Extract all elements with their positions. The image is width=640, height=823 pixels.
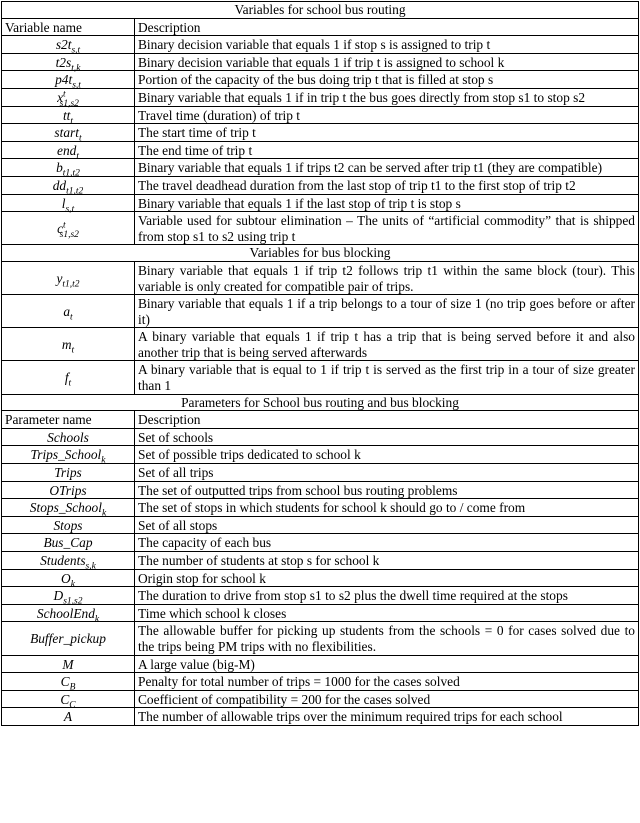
table-row [2, 361, 639, 394]
symbol-subscript: s1,s2 [59, 229, 79, 240]
symbol-base: c [57, 220, 64, 236]
symbol-cell [2, 124, 135, 142]
symbol-cell [2, 499, 135, 517]
symbol-subscript: t [70, 116, 74, 127]
symbol-cell [2, 212, 135, 245]
symbol-base: C [60, 674, 70, 690]
symbol-subscript: s,t [65, 204, 75, 215]
description-cell: Set of schools [135, 428, 639, 446]
params-section-title: Parameters for School bus routing and bus blocking [2, 394, 639, 411]
description-cell: The start time of trip t [135, 124, 639, 142]
symbol-subscript: k [94, 614, 100, 625]
symbol-cell [2, 690, 135, 711]
symbol-cell [2, 673, 135, 691]
symbol-cell [2, 516, 135, 534]
symbol-subscript: s,k [85, 561, 96, 572]
table-row [2, 516, 639, 534]
symbol-cell [2, 569, 135, 590]
description-cell: Coefficient of compatibility = 200 for the cases solved [135, 690, 639, 708]
description-cell: The allowable buffer for picking up students from the schools = 0 for cases solved due to the trips being PM trips with no flexibilities. [135, 622, 639, 655]
symbol-base: Schools [47, 429, 89, 445]
table-row [2, 141, 639, 159]
table-row [2, 604, 639, 622]
symbol-base: t2s [55, 54, 72, 70]
description-cell: A binary variable that is equal to 1 if trip t is served as the first trip in a tour of size greater than 1 [135, 361, 639, 394]
symbol-base: y [56, 270, 63, 286]
param-description-header: Description [135, 411, 639, 429]
symbol-cell [2, 88, 135, 109]
symbol-cell [2, 587, 135, 605]
symbol-base: Stops [53, 517, 83, 533]
symbol-base: C [60, 691, 70, 707]
routing-variables [2, 36, 639, 245]
table-row [2, 88, 639, 106]
symbol-cell [2, 71, 135, 92]
description-cell: Set of all trips [135, 464, 639, 482]
header-row [2, 411, 639, 429]
description-cell: A binary variable that equals 1 if trip t has a trip that is being served before it and also another trip that is being served afterwards [135, 328, 639, 361]
symbol-base: end [57, 142, 77, 158]
table-row [2, 499, 639, 517]
table-row [2, 36, 639, 54]
symbol-base: D [53, 588, 64, 604]
symbol-base: SchoolEnd [36, 605, 95, 621]
description-cell: Binary variable that equals 1 if trips t2 can be served after trip t1 (they are compatible) [135, 159, 639, 177]
description-cell: The number of allowable trips over the minimum required trips for each school [135, 708, 639, 726]
symbol-cell [2, 604, 135, 625]
symbol-base: M [62, 656, 74, 672]
symbol-base: Stops_School [29, 500, 102, 516]
description-cell: Travel time (duration) of trip t [135, 106, 639, 124]
table-row [2, 552, 639, 570]
symbol-superscript: t [63, 89, 66, 100]
description-cell: Binary variable that equals 1 if in trip t the bus goes directly from stop s1 to stop s2 [135, 88, 639, 106]
symbol-subscript: s,t [71, 45, 81, 56]
symbol-base: OTrips [49, 482, 87, 498]
table-row [2, 71, 639, 89]
symbol-subscript: t [70, 312, 73, 323]
symbol-base: Trips [54, 465, 82, 481]
table-row [2, 446, 639, 464]
symbol-base: A [63, 709, 73, 725]
symbol-base: Trips_School [30, 447, 102, 463]
symbol-cell [2, 428, 135, 446]
table-row [2, 622, 639, 655]
symbol-subscript: t [76, 151, 79, 162]
table-row [2, 194, 639, 212]
symbol-cell [2, 176, 135, 197]
symbol-base: s2t [55, 37, 72, 53]
symbol-base: m [61, 337, 72, 353]
symbol-subscript: k [101, 508, 107, 519]
symbol-cell [2, 159, 135, 180]
symbol-cell [2, 295, 135, 328]
parameters [2, 428, 639, 725]
symbol-cell [2, 36, 135, 54]
symbol-cell [2, 141, 135, 162]
table-row [2, 655, 639, 673]
symbol-subscript: t [71, 345, 75, 356]
symbol-subscript: t1,t2 [62, 169, 80, 180]
description-cell: A large value (big-M) [135, 655, 639, 673]
parameter-name-header: Parameter name [2, 411, 135, 429]
symbol-base: a [63, 303, 71, 319]
symbol-subscript: B [69, 682, 76, 693]
description-cell: Portion of the capacity of the bus doing trip t that is filled at stop s [135, 71, 639, 89]
symbol-base: b [56, 160, 63, 176]
table-row [2, 53, 639, 71]
description-cell: The end time of trip t [135, 141, 639, 159]
symbol-base: start [54, 125, 79, 141]
table-row [2, 328, 639, 361]
table-row [2, 534, 639, 552]
symbol-subscript: s1,s2 [63, 596, 83, 607]
symbol-base: dd [52, 177, 67, 193]
description-cell: The capacity of each bus [135, 534, 639, 552]
section-row [2, 394, 639, 411]
symbol-cell [2, 194, 135, 215]
symbol-cell [2, 708, 135, 726]
table-row [2, 569, 639, 587]
symbol-base: tt [62, 107, 71, 123]
description-cell: Binary decision variable that equals 1 if trip t is assigned to school k [135, 53, 639, 71]
symbol-base: Bus_Cap [43, 535, 93, 551]
table-row [2, 212, 639, 245]
table-row [2, 106, 639, 124]
symbol-base: p4t [55, 72, 73, 88]
symbol-base: f [64, 370, 69, 386]
table-row [2, 708, 639, 726]
section-row [2, 2, 639, 19]
description-cell: Variable used for subtour elimination – The units of “artificial commodity” that is shipped from stop s1 to s2 using trip t [135, 212, 639, 245]
symbol-base: Students [40, 553, 86, 568]
variables-table [1, 1, 639, 726]
header-row [2, 18, 639, 36]
description-cell: Binary decision variable that equals 1 if stop s is assigned to trip t [135, 36, 639, 54]
symbol-subscript: C [69, 700, 76, 711]
description-cell: The set of outputted trips from school bus routing problems [135, 481, 639, 499]
description-cell: The duration to drive from stop s1 to s2 plus the dwell time required at the stops [135, 587, 639, 605]
description-cell: The set of stops in which students for school k should go to / come from [135, 499, 639, 517]
symbol-subscript: k [70, 579, 75, 590]
symbol-subscript: s,t [72, 81, 81, 92]
table-row [2, 159, 639, 177]
blocking-variables [2, 261, 639, 394]
symbol-base: Buffer_pickup [30, 631, 106, 647]
table-row [2, 587, 639, 605]
symbol-subscript: t [78, 133, 82, 144]
symbol-subscript: t1,t2 [66, 186, 84, 197]
symbol-base: l [61, 195, 66, 211]
symbol-base: O [61, 570, 71, 586]
routing-section-title: Variables for school bus routing [2, 2, 639, 19]
symbol-cell [2, 464, 135, 482]
variable-name-header: Variable name [2, 18, 135, 36]
description-cell: Set of possible trips dedicated to school k [135, 446, 639, 464]
description-cell: Time which school k closes [135, 604, 639, 622]
symbol-cell [2, 552, 135, 570]
table-row [2, 176, 639, 194]
description-cell: Penalty for total number of trips = 1000 for the cases solved [135, 673, 639, 691]
table-row [2, 261, 639, 294]
symbol-cell [2, 446, 135, 467]
symbol-cell [2, 361, 135, 394]
description-cell: Binary variable that equals 1 if a trip belongs to a tour of size 1 (no trip goes before or after it) [135, 295, 639, 328]
symbol-cell [2, 481, 135, 499]
table-row [2, 690, 639, 708]
table-row [2, 428, 639, 446]
symbol-base: x [57, 89, 64, 105]
section-row [2, 245, 639, 262]
table-row [2, 295, 639, 328]
symbol-cell [2, 622, 135, 655]
description-cell: Binary variable that equals 1 if trip t2 follows trip t1 within the same block (tour). This variable is only created for compatible pair of trips. [135, 261, 639, 294]
symbol-cell [2, 106, 135, 127]
description-cell: Set of all stops [135, 516, 639, 534]
description-cell: The number of students at stop s for school k [135, 552, 639, 570]
table-row [2, 124, 639, 142]
blocking-section-title: Variables for bus blocking [2, 245, 639, 262]
symbol-subscript: k [101, 456, 106, 467]
description-header: Description [135, 18, 639, 36]
symbol-cell [2, 261, 135, 294]
description-cell: Binary variable that equals 1 if the last stop of trip t is stop s [135, 194, 639, 212]
symbol-subscript: s1,s2 [59, 98, 79, 109]
table-row [2, 673, 639, 691]
symbol-superscript: t [63, 220, 66, 231]
symbol-cell [2, 655, 135, 673]
description-cell: Origin stop for school k [135, 569, 639, 587]
symbol-subscript: t,k [71, 63, 81, 74]
table-row [2, 464, 639, 482]
symbol-subscript: t [68, 378, 72, 389]
description-cell: The travel deadhead duration from the last stop of trip t1 to the first stop of trip t2 [135, 176, 639, 194]
table-row [2, 481, 639, 499]
symbol-cell [2, 534, 135, 552]
symbol-cell [2, 328, 135, 361]
symbol-cell [2, 53, 135, 74]
symbol-subscript: t1,t2 [62, 279, 80, 290]
